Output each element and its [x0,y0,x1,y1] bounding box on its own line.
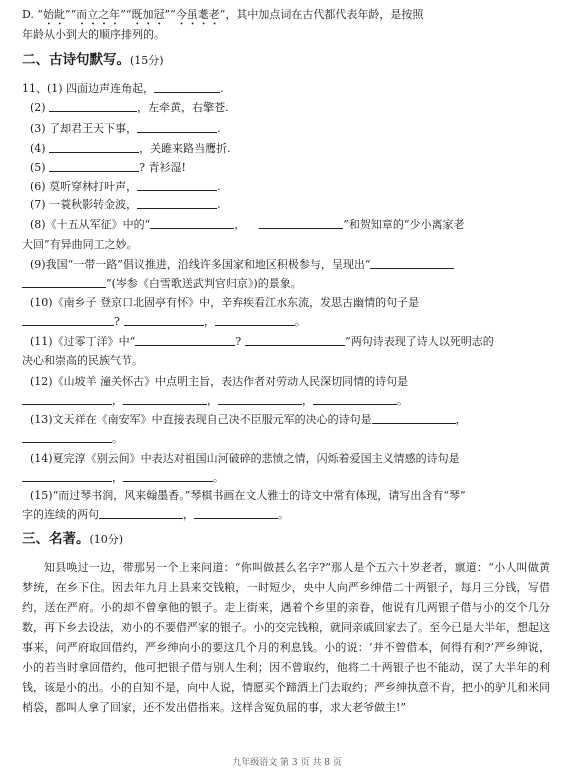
answer-blank[interactable] [22,315,114,326]
page-footer: 九年级语文 第 3 页 共 8 页 [232,758,342,768]
q11-item-14-line1: (14)夏完淳《别云间》中表达对祖国山河破碎的悲愤之情，闪烁着爱国主义情感的诗句是 [30,452,460,465]
q11-item-9-line1: (9)我国“一带一路”倡议推进，沿线许多国家和地区积极参与，呈现出“ [30,258,454,272]
section-3-heading: 三、名著。(10分) [22,531,124,547]
term-1: “始龀” [37,8,71,21]
section-2-score: (15分) [130,54,164,67]
answer-blank[interactable] [137,122,217,133]
q11-item-15-line1: (15)“而过琴书润，风来翰墨香。”琴棋书画在文人雅士的诗文中常有体现，请写出含有“琴” [30,489,466,502]
q11-item-6: (6) 莫听穿林打叶声， . [30,180,221,193]
q11-item-12-line2: ， ， ， 。 [22,394,408,408]
answer-blank[interactable] [154,82,220,93]
answer-blank[interactable] [137,180,217,191]
question-d-line2: 年龄从小到大的顺序排列的。 [22,28,165,41]
answer-blank[interactable] [123,394,207,405]
answer-blank[interactable] [194,508,278,519]
q11-item-11-line1: (11)《过零丁洋》中“ ? ”两句诗表现了诗人以死明志的 [30,335,494,348]
answer-blank[interactable] [124,315,204,326]
q11-item-2: (2) ，左牵黄，右擎苍. [30,101,229,114]
answer-blank[interactable] [22,471,112,482]
q11-item-13-line1: (13)文天祥在《南安军》中直接表现自己决不臣服元军的决心的诗句是 ， [30,413,467,426]
q11-item-11-line2: 决心和崇高的民族气节。 [22,354,143,367]
q11-item-10-line2: ? ， 。 [22,315,306,329]
section-2-heading: 二、古诗句默写。(15分) [22,52,164,68]
q11-item-5: (5) ? 青衫湿! [30,161,186,174]
answer-blank[interactable] [245,335,345,346]
term-4: “今虽耄老” [170,8,226,21]
answer-blank[interactable] [137,198,217,209]
section-3-score: (10分) [89,533,124,546]
answer-blank[interactable] [313,394,397,405]
answer-blank[interactable] [372,413,456,424]
q11-item-8-line1: (8)《十五从军征》中的“ ， ”和贺知章的“少小离家老 [30,218,465,231]
answer-blank[interactable] [22,432,112,443]
answer-blank[interactable] [22,277,106,288]
q11-item-14-line2: ， 。 [22,471,224,485]
answer-blank[interactable] [49,161,139,172]
answer-blank[interactable] [218,394,302,405]
q11-item-3: (3) 了却君王天下事， . [30,122,221,135]
answer-blank[interactable] [49,142,139,153]
q11-item-12-line1: (12)《山坡羊 潼关怀古》中点明主旨，表达作者对劳动人民深切同情的诗句是 [30,375,409,388]
q11-item-13-line2: 。 [22,432,123,446]
q11-item-1: 11、(1) 四面边声连角起， . [22,82,224,95]
answer-blank[interactable] [135,335,235,346]
q11-item-7: (7) 一蓑秋影转金波， . [30,198,221,211]
answer-blank[interactable] [99,508,183,519]
term-2: “而立之年” [70,8,126,21]
answer-blank[interactable] [22,394,112,405]
answer-blank[interactable] [150,218,234,229]
answer-blank[interactable] [259,218,343,229]
q11-item-9-line2: ”(岑参《白雪歌送武判官归京》)的景象。 [22,277,302,291]
novel-passage: 知县唤过一边，带那另一个上来问道：“你叫做甚么名字?”那人是个五六十岁老者，禀道：“小人叫做黄梦统，在乡下住。因去年九月上县来交钱粮，一时短少，央中人向严乡绅借二十两银子，每月三分钱，写借约，送在严府。小的却不曾拿他的银子。走上街来，遇着个乡里的亲眷，他说有几两银子借与小的交个几分数，再下乡去设法，劝小的不要借严家的银子。小的交完钱粮，就同亲戚回家去了。至今已是大半年，想起这事来，问严府取回借约，严乡绅向小的要这几个月的利息钱。小的说：‘并不曾借本，何得有利?’严乡绅说，小的若当时拿回借约，他可把银子借与别人生利；因不曾取约，他将二十两银子也不能动，误了大半年的利钱，该是小的出。小的自知不是，向中人说，情愿买个蹄酒上门去取约；严乡绅执意不肯，把小的驴儿和米同梢袋，都叫人拿了回家，还不发出借指来。这样含冤负屈的事，求大老爷做主!” [22,561,550,714]
answer-blank[interactable] [123,471,213,482]
answer-blank[interactable] [370,258,454,269]
term-3: “既加冠” [125,8,171,21]
q11-item-4: (4) ，关雎来路当鹰折. [30,142,231,155]
answer-blank[interactable] [215,315,295,326]
answer-blank[interactable] [49,101,137,112]
q11-item-15-line2: 字的连续的两句 ， 。 [22,508,289,521]
q11-item-10-line1: (10)《南乡子 登京口北固亭有怀》中，辛弃疾看江水东流，发思古幽情的句子是 [30,296,420,309]
question-d-line1: D. “始龀”“而立之年”“既加冠”“今虽耄老”，其中加点词在古代都代表年龄，是按照 [22,8,424,21]
q11-item-8-line2: 大回”有异曲同工之妙。 [22,238,138,251]
